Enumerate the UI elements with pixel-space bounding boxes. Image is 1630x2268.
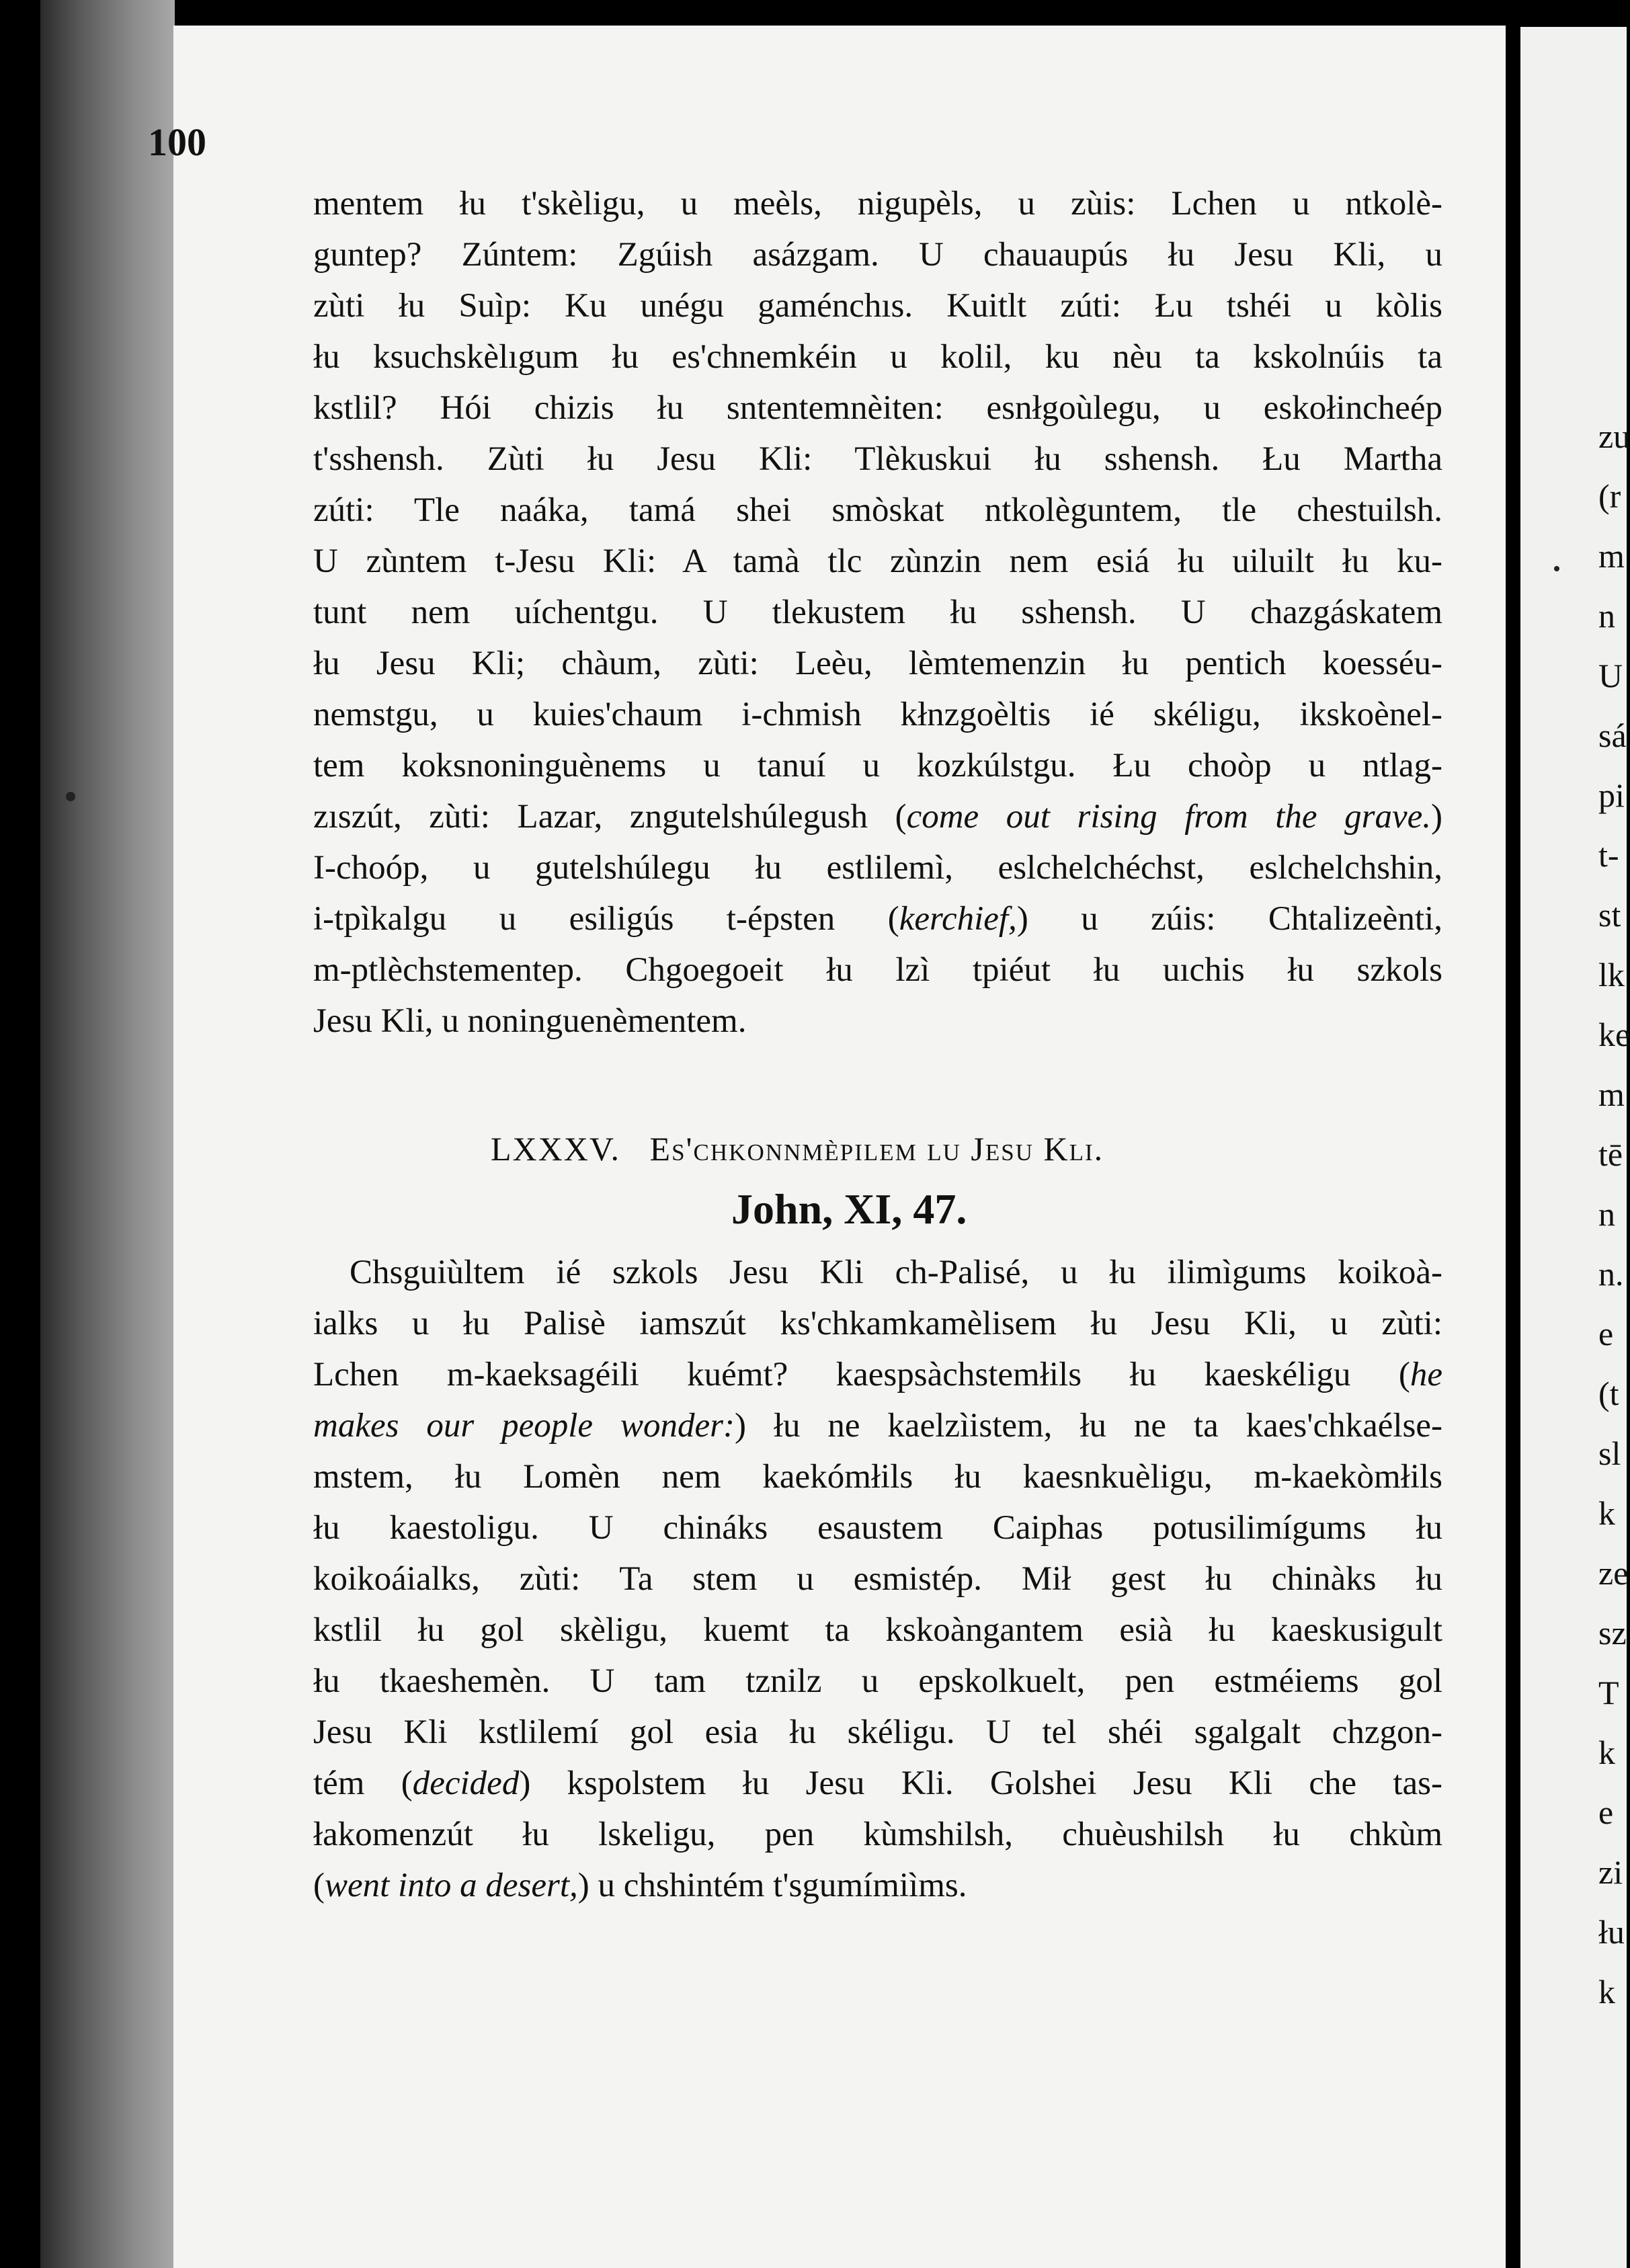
body-line: koikoáialks, zùti: Ta stem u esmistép. Mił gest łu chinàks łu <box>313 1560 1442 1598</box>
facing-page-fragment: n <box>1598 1195 1615 1233</box>
section-number: LXXXV. <box>491 1130 621 1168</box>
body-line: tunt nem uíchentgu. U tlekustem łu sshensh. U chazgáskatem <box>313 594 1442 631</box>
body-line: makes our people wonder:) łu ne kaelzìistem, łu ne ta kaes'chkaélse- <box>313 1407 1442 1445</box>
body-line: i-tpìkalgu u esiligús t-épsten (kerchief,) u zúis: Chtalizeènti, <box>313 900 1443 938</box>
body-line: nemstgu, u kuies'chaum i-chmish kłnzgoèltis ié skéligu, ikskoènel- <box>313 696 1442 733</box>
section-title: Es'chkonnmèpilem lu Jesu Kli. <box>649 1130 1104 1168</box>
facing-page-fragment: T <box>1598 1674 1619 1711</box>
facing-page-fragment: n. <box>1598 1255 1624 1293</box>
facing-page-fragment: łu <box>1598 1913 1625 1951</box>
body-line: Jesu Kli kstlilemí gol esia łu skéligu. U tel shéi sgalgalt chzgon- <box>313 1713 1442 1751</box>
body-line: łu ksuchskèlıgum łu es'chnemkéin u kolil, ku nèu ta kskolnúis ta <box>313 338 1442 376</box>
body-line: guntep? Zúntem: Zgúish asázgam. U chauaupús łu Jesu Kli, u <box>313 236 1442 274</box>
facing-page-fragment: t- <box>1598 836 1619 874</box>
facing-page-fragment: tē <box>1598 1135 1623 1173</box>
facing-page-fragment: lk <box>1598 956 1625 994</box>
book-spine-edge <box>40 0 175 2268</box>
body-line: łakomenzút łu lskeligu, pen kùmshilsh, chuèushilsh łu chkùm <box>313 1816 1442 1853</box>
facing-page-fragment: zu <box>1598 417 1630 455</box>
facing-page-fragment: st <box>1598 896 1621 934</box>
facing-page-fragment: m <box>1598 537 1625 575</box>
facing-page-fragment: sá <box>1598 717 1627 754</box>
body-line: Lchen m-kaeksagéili kuémt? kaespsàchstemłils łu kaeskéligu (he <box>313 1356 1442 1393</box>
body-line: mstem, łu Lomèn nem kaekómłils łu kaesnkuèligu, m-kaekòmłils <box>313 1458 1442 1496</box>
facing-page-fragment: k <box>1598 1734 1615 1771</box>
section-heading <box>491 1129 1104 1168</box>
scripture-reference: John, XI, 47. <box>731 1185 967 1233</box>
facing-page-fragment: sz <box>1598 1614 1627 1652</box>
body-line: ialks u łu Palisè iamszút ks'chkamkamèlisem łu Jesu Kli, u zùti: <box>313 1305 1442 1342</box>
page-number: 100 <box>148 120 206 164</box>
body-line: tém (decided) kspolstem łu Jesu Kli. Golshei Jesu Kli che tas- <box>313 1765 1442 1802</box>
scan-speck <box>66 792 75 801</box>
facing-page-fragment: (r <box>1598 477 1621 515</box>
body-line: łu kaestoligu. U chináks esaustem Caiphas potusilimígums łu <box>313 1509 1442 1547</box>
body-line: U zùntem t-Jesu Kli: A tamà tlc zùnzin nem esiá łu uiluilt łu ku- <box>313 542 1442 580</box>
facing-page-fragment: e <box>1598 1793 1614 1831</box>
body-line: zıszút, zùti: Lazar, zngutelshúlegush (come out rising from the grave.) <box>313 798 1442 836</box>
facing-page-fragment: n <box>1598 597 1615 635</box>
facing-page-fragment: pi <box>1598 776 1625 814</box>
facing-page-fragment: sl <box>1598 1434 1621 1472</box>
body-line: Chsguiùltem ié szkols Jesu Kli ch-Palisé, u łu ilimìgums koikoà- <box>350 1254 1442 1291</box>
facing-page-fragment: e <box>1598 1315 1614 1352</box>
body-line: kstlil łu gol skèligu, kuemt ta kskoàngantem esià łu kaeskusigult <box>313 1611 1442 1649</box>
scan-speck <box>1554 566 1559 571</box>
body-line: łu tkaeshemèn. U tam tznilz u epskolkuelt, pen estméiems gol <box>313 1662 1442 1700</box>
facing-page-fragment: k <box>1598 1494 1615 1532</box>
body-line: kstlil? Hói chizis łu sntentemnèiten: esnłgoùlegu, u eskołincheép <box>313 389 1442 427</box>
body-line: Jesu Kli, u noninguenèmentem. <box>313 1002 747 1040</box>
facing-page-fragment: zi <box>1598 1853 1623 1891</box>
body-line: zùti łu Suìp: Ku unégu gaménchıs. Kuitlt zúti: Łu tshéi u kòlis <box>313 287 1442 325</box>
body-line: (went into a desert,) u chshintém t'sgumímiìms. <box>313 1867 967 1904</box>
body-line: m-ptlèchstementep. Chgoegoeit łu lzì tpiéut łu uıchis łu szkols <box>313 951 1442 989</box>
body-line: zúti: Tle naáka, tamá shei smòskat ntkolèguntem, tle chestuilsh. <box>313 491 1442 529</box>
facing-page-fragment: (t <box>1598 1375 1619 1412</box>
facing-page-fragment: m <box>1598 1076 1625 1113</box>
body-line: tem koksnoninguènems u tanuí u kozkúlstgu. Łu choòp u ntlag- <box>313 747 1442 784</box>
body-line: mentem łu t'skèligu, u meèls, nigupèls, u zùis: Lchen u ntkolè- <box>313 185 1442 222</box>
facing-page-fragment: U <box>1598 657 1623 694</box>
body-line: I-choóp, u gutelshúlegu łu estlilemì, eslchelchéchst, eslchelchshin, <box>313 849 1442 887</box>
facing-page-fragment: ze <box>1598 1554 1629 1592</box>
facing-page-fragment: k <box>1598 1973 1615 2011</box>
facing-page-fragment: ke <box>1598 1016 1630 1053</box>
body-line: łu Jesu Kli; chàum, zùti: Leèu, lèmtemenzin łu pentich koesséu- <box>313 645 1442 682</box>
body-line: t'sshensh. Zùti łu Jesu Kli: Tlèkuskui łu sshensh. Łu Martha <box>313 440 1442 478</box>
